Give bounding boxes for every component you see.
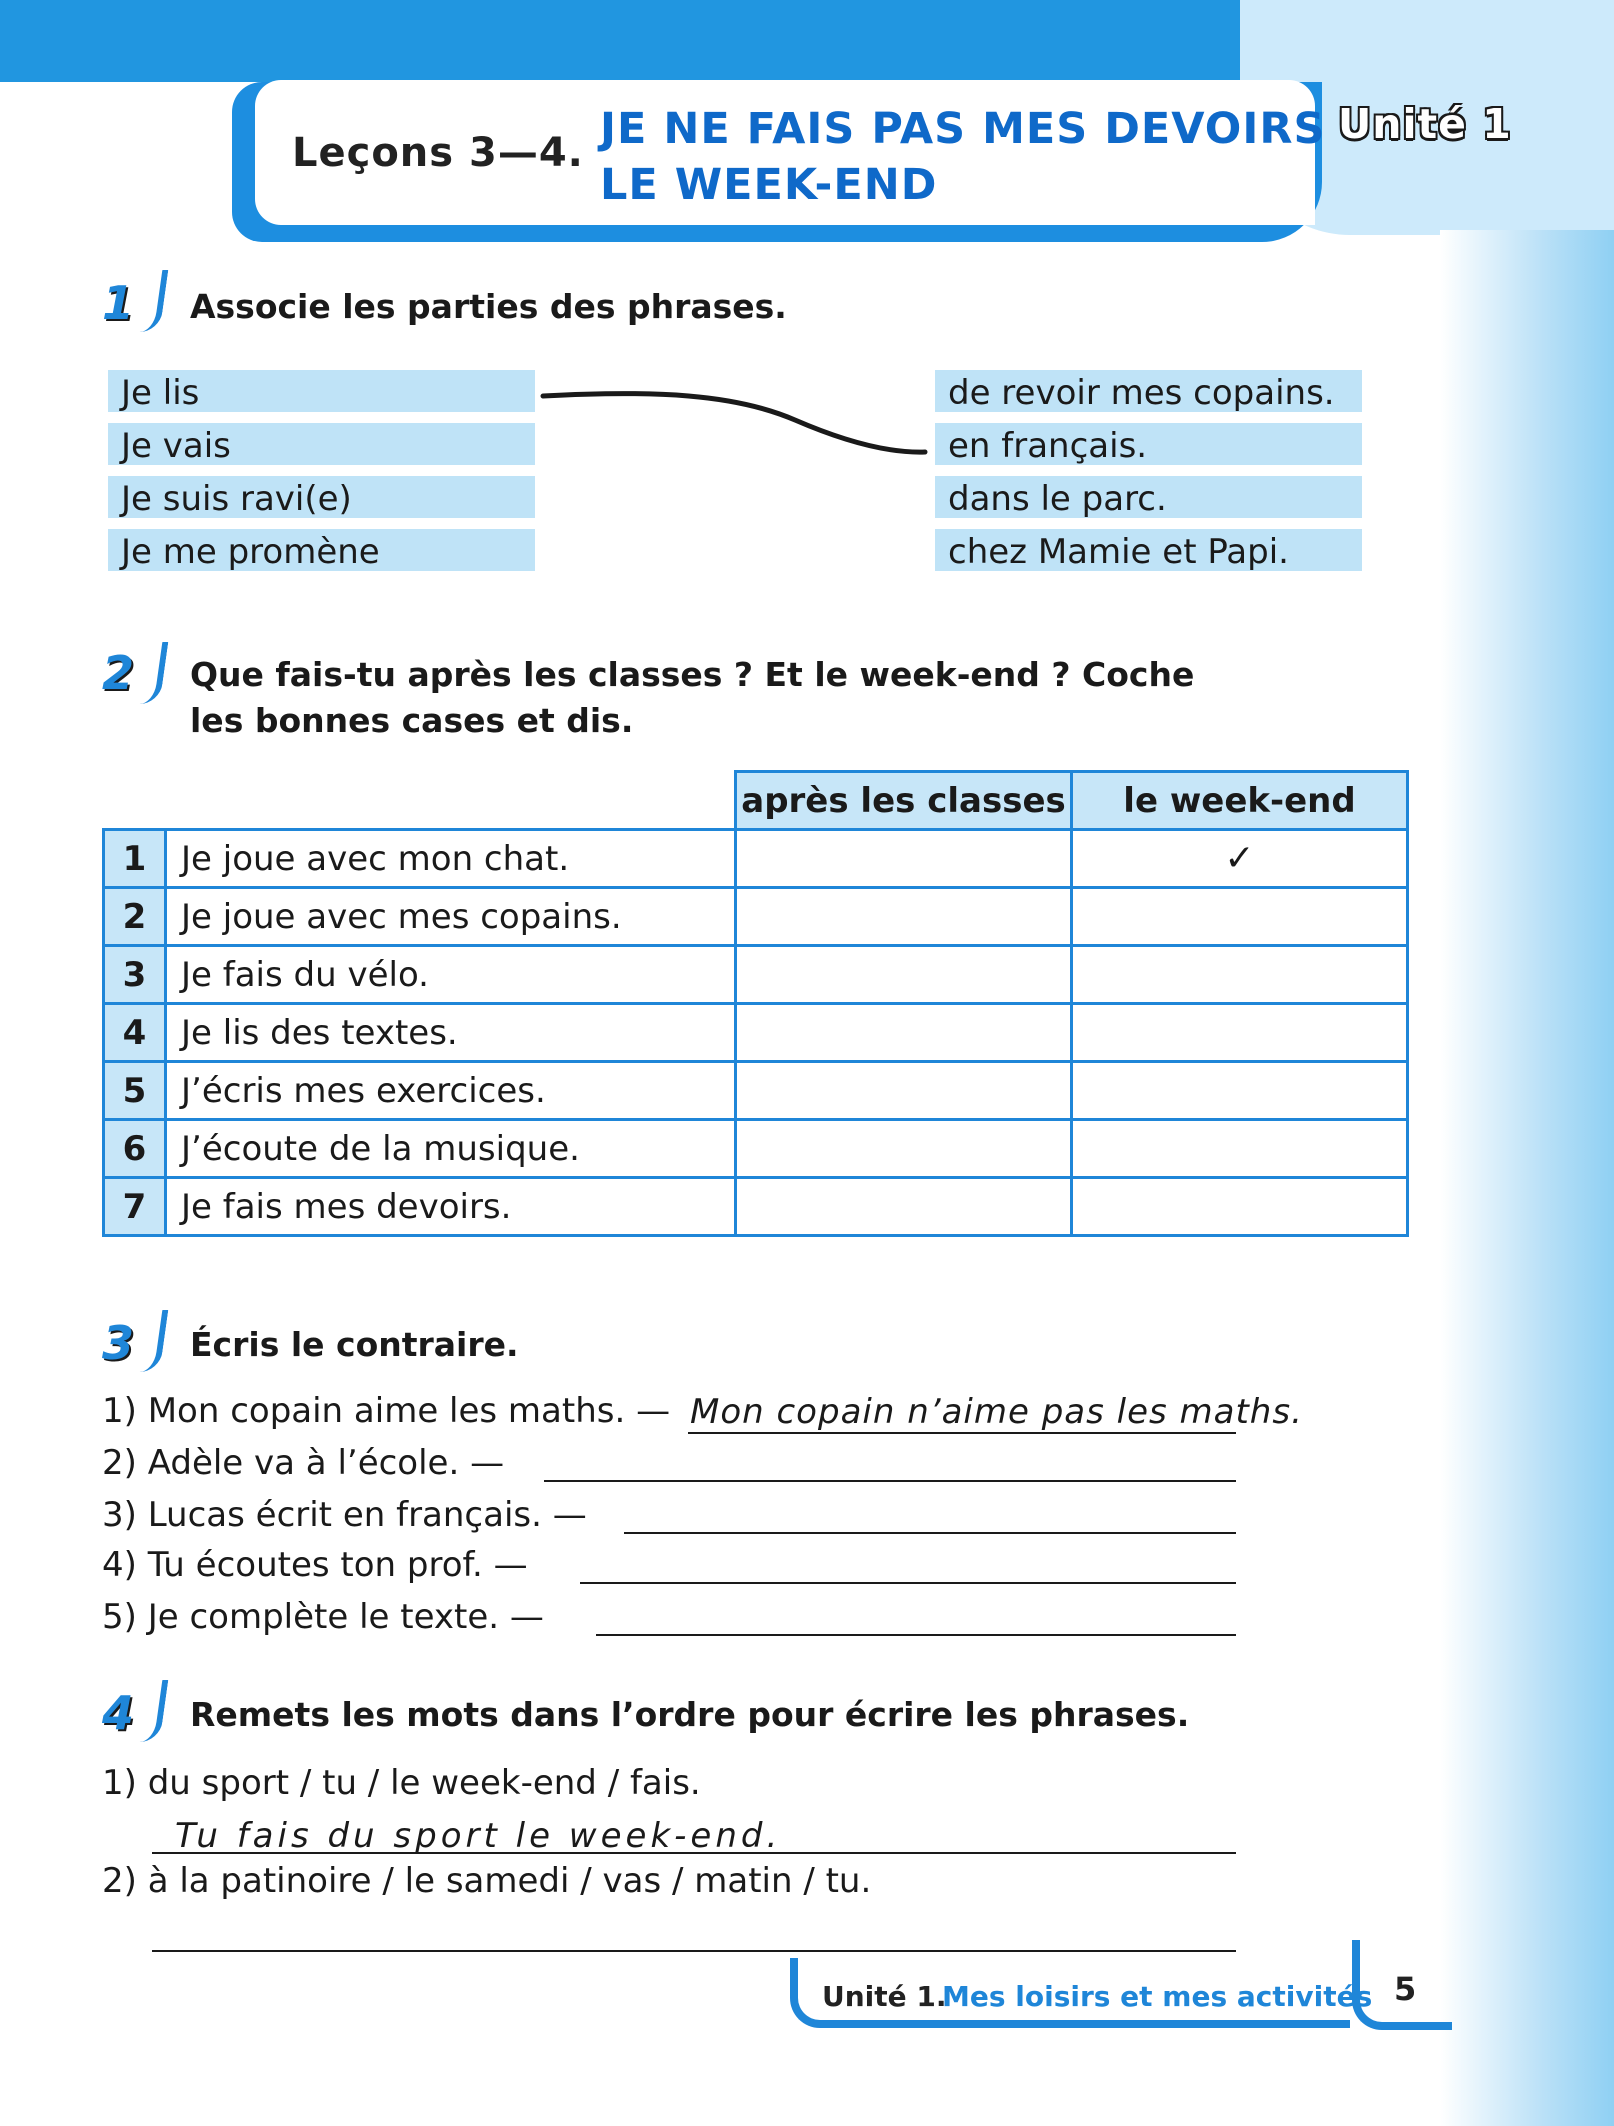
exercise-2-instruction-line2: les bonnes cases et dis. xyxy=(190,701,634,740)
match-right-3[interactable]: dans le parc. xyxy=(935,476,1362,522)
row-sentence: Je fais du vélo. xyxy=(166,946,736,1004)
exercise-2-instruction-line1: Que fais-tu après les classes ? Et le week-end ? Coche xyxy=(190,655,1195,694)
exercise-4-number: 4 xyxy=(102,1686,135,1740)
row-sentence: Je joue avec mon chat. xyxy=(166,830,736,888)
exercise-4-item-2: 2) à la patinoire / le samedi / vas / matin / tu. xyxy=(102,1861,872,1901)
unit-badge: Unité 1 xyxy=(1338,100,1512,148)
answer-line-5[interactable] xyxy=(596,1634,1236,1636)
match-right-2[interactable]: en français. xyxy=(935,423,1362,469)
checkbox-after-school[interactable] xyxy=(736,830,1072,888)
checkbox-weekend[interactable]: ✓ xyxy=(1072,830,1408,888)
empty-corner xyxy=(104,772,166,830)
checkbox-weekend[interactable] xyxy=(1072,888,1408,946)
match-connector-line xyxy=(535,380,935,460)
checkbox-weekend[interactable] xyxy=(1072,1120,1408,1178)
match-left-3[interactable]: Je suis ravi(e) xyxy=(108,476,535,522)
lesson-title-line1: JE NE FAIS PAS MES DEVOIRS xyxy=(600,104,1326,154)
empty-corner xyxy=(166,772,736,830)
row-sentence: Je lis des textes. xyxy=(166,1004,736,1062)
answer-line-2[interactable] xyxy=(544,1480,1236,1482)
checkbox-after-school[interactable] xyxy=(736,1178,1072,1236)
row-number: 3 xyxy=(104,946,166,1004)
exercise-3-item-2: 2) Adèle va à l’école. — xyxy=(102,1443,505,1483)
answer-line-ex4-2[interactable] xyxy=(152,1950,1236,1952)
checkbox-after-school[interactable] xyxy=(736,888,1072,946)
lesson-number: Leçons 3—4. xyxy=(292,130,584,176)
checkbox-after-school[interactable] xyxy=(736,946,1072,1004)
row-sentence: Je joue avec mes copains. xyxy=(166,888,736,946)
exercise-3-example-answer: Mon copain n’aime pas les maths. xyxy=(690,1392,1303,1432)
answer-line-3[interactable] xyxy=(624,1532,1236,1534)
exercise-3-item-3: 3) Lucas écrit en français. — xyxy=(102,1495,587,1535)
exercise-3-item-1: 1) Mon copain aime les maths. — xyxy=(102,1391,671,1431)
table-header-row xyxy=(104,772,1408,830)
exercise-1-bracket xyxy=(134,270,169,332)
row-sentence: Je fais mes devoirs. xyxy=(166,1178,736,1236)
row-number: 2 xyxy=(104,888,166,946)
table-row xyxy=(104,1120,1408,1178)
match-right-1[interactable]: de revoir mes copains. xyxy=(935,370,1362,416)
row-sentence: J’écris mes exercices. xyxy=(166,1062,736,1120)
match-left-1[interactable]: Je lis xyxy=(108,370,535,416)
lesson-title-line2: LE WEEK-END xyxy=(600,160,938,210)
checkbox-weekend[interactable] xyxy=(1072,1178,1408,1236)
answer-line-ex4-1[interactable] xyxy=(152,1852,1236,1854)
match-left-2[interactable]: Je vais xyxy=(108,423,535,469)
exercise-3-instruction: Écris le contraire. xyxy=(190,1325,519,1364)
page-number: 5 xyxy=(1394,1970,1417,2008)
exercise-3-item-5: 5) Je complète le texte. — xyxy=(102,1597,544,1637)
exercise-3-item-4: 4) Tu écoutes ton prof. — xyxy=(102,1545,528,1585)
exercise-1-instruction: Associe les parties des phrases. xyxy=(190,287,787,326)
exercise-1-number: 1 xyxy=(102,276,135,330)
exercise-4-instruction: Remets les mots dans l’ordre pour écrire les phrases. xyxy=(190,1695,1190,1734)
row-number: 7 xyxy=(104,1178,166,1236)
exercise-3-bracket xyxy=(134,1310,169,1372)
checkbox-after-school[interactable] xyxy=(736,1120,1072,1178)
row-number: 5 xyxy=(104,1062,166,1120)
checkbox-after-school[interactable] xyxy=(736,1062,1072,1120)
exercise-4-item-1: 1) du sport / tu / le week-end / fais. xyxy=(102,1763,701,1803)
checkbox-weekend[interactable] xyxy=(1072,946,1408,1004)
activity-table xyxy=(102,770,1409,1237)
right-margin-band xyxy=(1440,230,1614,2126)
row-number: 4 xyxy=(104,1004,166,1062)
exercise-2-number: 2 xyxy=(102,646,135,700)
table-row xyxy=(104,1178,1408,1236)
table-row xyxy=(104,888,1408,946)
exercise-4-example-answer: Tu fais du sport le week-end. xyxy=(175,1816,782,1856)
exercise-4-bracket xyxy=(134,1680,169,1742)
exercise-2-bracket xyxy=(134,642,169,704)
answer-line-1[interactable] xyxy=(688,1432,1236,1434)
match-right-4[interactable]: chez Mamie et Papi. xyxy=(935,529,1362,575)
row-number: 6 xyxy=(104,1120,166,1178)
exercise-3-number: 3 xyxy=(102,1316,135,1370)
column-header-weekend: le week-end xyxy=(1072,772,1408,830)
checkbox-after-school[interactable] xyxy=(736,1004,1072,1062)
checkbox-weekend[interactable] xyxy=(1072,1062,1408,1120)
table-row xyxy=(104,1062,1408,1120)
table-row xyxy=(104,1004,1408,1062)
row-sentence: J’écoute de la musique. xyxy=(166,1120,736,1178)
match-left-4[interactable]: Je me promène xyxy=(108,529,535,575)
table-row xyxy=(104,830,1408,888)
column-header-after-school: après les classes xyxy=(736,772,1072,830)
footer-unit-label: Unité 1. xyxy=(822,1980,947,2013)
checkbox-weekend[interactable] xyxy=(1072,1004,1408,1062)
row-number: 1 xyxy=(104,830,166,888)
answer-line-4[interactable] xyxy=(580,1582,1236,1584)
footer-unit-title: Mes loisirs et mes activités xyxy=(942,1980,1373,2013)
table-row xyxy=(104,946,1408,1004)
